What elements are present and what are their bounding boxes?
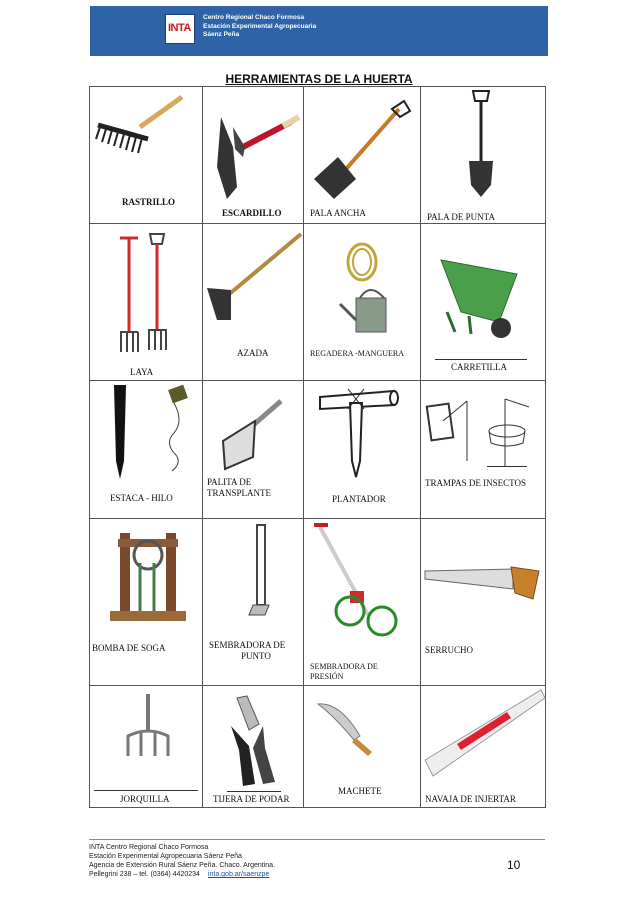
cell-carretilla — [421, 224, 546, 381]
label-sembradora-punto-1: SEMBRADORA DE — [209, 640, 286, 650]
label-laya: LAYA — [130, 367, 154, 377]
label-navaja: NAVAJA DE INJERTAR — [425, 794, 516, 804]
cell-laya — [90, 224, 203, 381]
logo-text: INTA — [168, 22, 191, 34]
cell-pala-punta — [421, 87, 546, 224]
footer-line3: Agencia de Extensión Rural Sáenz Peña. Chaco. Argentina. — [89, 862, 276, 869]
rule-jorquilla — [94, 790, 198, 791]
label-pala-ancha: PALA ANCHA — [310, 208, 366, 218]
page-number: 10 — [507, 858, 521, 872]
label-regadera: REGADERA -MANGUERA — [310, 349, 404, 358]
pruning-shears-icon — [203, 686, 304, 808]
cell-jorquilla — [90, 686, 203, 808]
cell-navaja — [421, 686, 546, 808]
label-serrucho: SERRUCHO — [425, 645, 474, 655]
footer-line4-wrap — [89, 870, 275, 879]
rule-trampas — [487, 466, 527, 467]
header-text — [203, 14, 316, 40]
shovel-icon — [304, 87, 421, 224]
label-pala-punta: PALA DE PUNTA — [427, 212, 495, 222]
label-sembradora-punto-2: PUNTO — [241, 651, 271, 661]
cell-machete — [304, 686, 421, 808]
hoe-fork-icon — [203, 87, 304, 224]
cell-tijera — [203, 686, 304, 808]
label-tijera: TIJERA DE PODAR — [213, 794, 290, 804]
page-title: HERRAMIENTAS DE LA HUERTA — [225, 72, 413, 86]
header-line1: Centro Regional Chaco Formosa — [203, 14, 305, 21]
cell-serrucho — [421, 519, 546, 686]
cell-regadera — [304, 224, 421, 381]
header-banner — [90, 6, 548, 56]
wheelbarrow-icon — [421, 224, 546, 381]
footer-line1: INTA Centro Regional Chaco Formosa — [89, 844, 209, 851]
label-trampas: TRAMPAS DE INSECTOS — [425, 478, 527, 488]
cell-plantador — [304, 381, 421, 519]
cell-palita — [203, 381, 304, 519]
cell-rastrillo — [90, 87, 203, 224]
label-bomba: BOMBA DE SOGA — [92, 643, 166, 653]
cell-escardillo — [203, 87, 304, 224]
grafting-knife-icon — [421, 686, 546, 808]
footer-divider — [89, 839, 545, 840]
cell-trampas — [421, 381, 546, 519]
footer — [89, 843, 275, 879]
cell-bomba — [90, 519, 203, 686]
tools-table — [89, 86, 546, 808]
label-escardillo: ESCARDILLO — [222, 208, 282, 218]
cell-sembradora-punto — [203, 519, 304, 686]
label-sembradora-presion-1: SEMBRADORA DE — [310, 662, 378, 671]
saw-icon — [421, 519, 546, 686]
footer-line2: Estación Experimental Agropecuaria Sáenz Peña — [89, 853, 242, 860]
label-jorquilla: JORQUILLA — [120, 794, 170, 804]
insect-trap-icon — [421, 381, 546, 519]
cell-sembradora-presion — [304, 519, 421, 686]
footer-line4: Pellegrini 238 – tel. (0364) 4420234 — [89, 871, 200, 878]
label-plantador: PLANTADOR — [332, 494, 386, 504]
label-rastrillo: RASTRILLO — [122, 197, 176, 207]
cell-pala-ancha — [304, 87, 421, 224]
cell-azada — [203, 224, 304, 381]
label-palita-1: PALITA DE — [207, 477, 252, 487]
label-machete: MACHETE — [338, 786, 382, 796]
header-line2: Estación Experimental Agropecuaria — [203, 22, 317, 30]
rope-pump-icon — [90, 519, 203, 686]
label-azada: AZADA — [237, 348, 269, 358]
spade-icon — [421, 87, 546, 224]
header-line3: Sáenz Peña — [203, 31, 240, 38]
rule-carretilla — [435, 359, 527, 360]
footer-link[interactable]: inta.gob.ar/saenzpe — [207, 871, 270, 878]
rule-tijera — [227, 791, 281, 792]
label-carretilla: CARRETILLA — [451, 362, 507, 372]
label-sembradora-presion-2: PRESIÓN — [310, 672, 344, 681]
digging-fork-icon — [90, 224, 203, 381]
label-estaca: ESTACA - HILO — [110, 493, 173, 503]
label-palita-2: TRANSPLANTE — [207, 488, 272, 498]
inta-logo — [165, 14, 195, 44]
cell-estaca — [90, 381, 203, 519]
